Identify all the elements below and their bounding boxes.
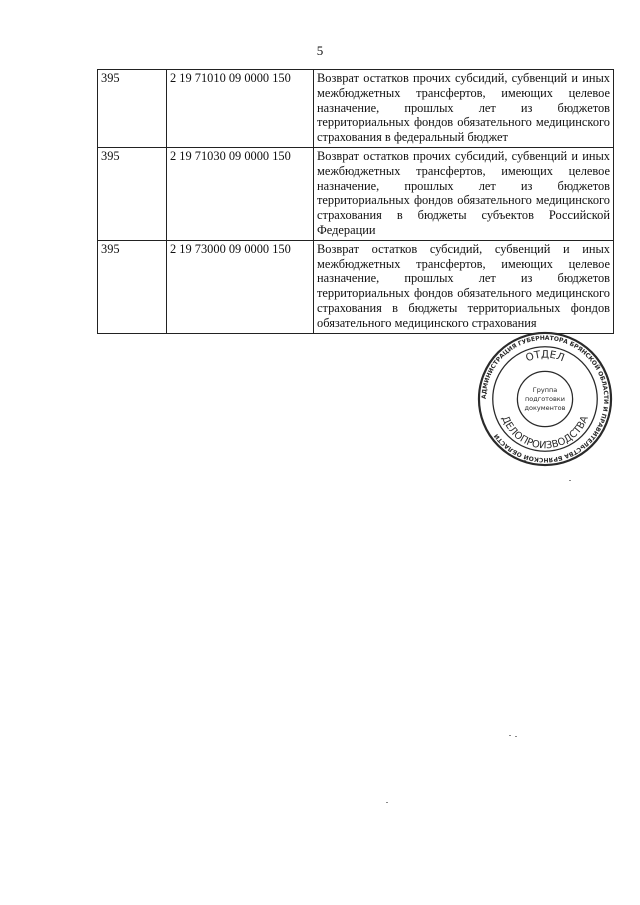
- scan-speck: [386, 802, 388, 803]
- stamp-inner-top-text: ОТДЕЛ: [524, 348, 567, 365]
- scan-speck: [515, 736, 517, 737]
- admin-code-cell: 395: [98, 240, 167, 333]
- table-row: [98, 147, 614, 240]
- table-row: [98, 70, 614, 148]
- stamp-center-line-3: документов: [524, 403, 566, 412]
- budget-code-cell: 2 19 71030 09 0000 150: [167, 147, 314, 240]
- admin-code-cell: 395: [98, 70, 167, 148]
- description-cell: Возврат остатков прочих субсидий, субвенций и иных межбюджетных трансфертов, имеющих целевое назначение, прошлых лет из бюджетов территориальных фондов обязательного медицинского страхования в бюджеты субъектов Российской Федерации: [314, 147, 614, 240]
- budget-code-cell: 2 19 73000 09 0000 150: [167, 240, 314, 333]
- budget-codes-table: [97, 69, 614, 334]
- stamp-outer-text: АДМИНИСТРАЦИЯ ГУБЕРНАТОРА БРЯНСКОЙ ОБЛАСТИ И ПРАВИТЕЛЬСТВА БРЯНСКОЙ ОБЛАСТИ: [480, 334, 610, 464]
- stamp-center-line-1: Группа: [532, 386, 558, 395]
- scan-speck: [569, 480, 571, 481]
- table-row: [98, 240, 614, 333]
- official-stamp: [476, 330, 614, 468]
- stamp-center-line-2: подготовки: [525, 394, 565, 403]
- page-number: 5: [316, 43, 324, 58]
- stamp-inner-bottom-text: ДЕЛОПРОИЗВОДСТВА: [499, 414, 591, 452]
- admin-code-cell: 395: [98, 147, 167, 240]
- description-cell: Возврат остатков субсидий, субвенций и иных межбюджетных трансфертов, имеющих целевое назначение, прошлых лет из бюджетов территориальных фондов обязательного медицинского страхования в бюджеты территориальных фондов обязательного медицинского страхования: [314, 240, 614, 333]
- scan-speck: [509, 735, 511, 736]
- description-cell: Возврат остатков прочих субсидий, субвенций и иных межбюджетных трансфертов, имеющих целевое назначение, прошлых лет из бюджетов территориальных фондов обязательного медицинского страхования в федеральный бюджет: [314, 70, 614, 148]
- budget-code-cell: 2 19 71010 09 0000 150: [167, 70, 314, 148]
